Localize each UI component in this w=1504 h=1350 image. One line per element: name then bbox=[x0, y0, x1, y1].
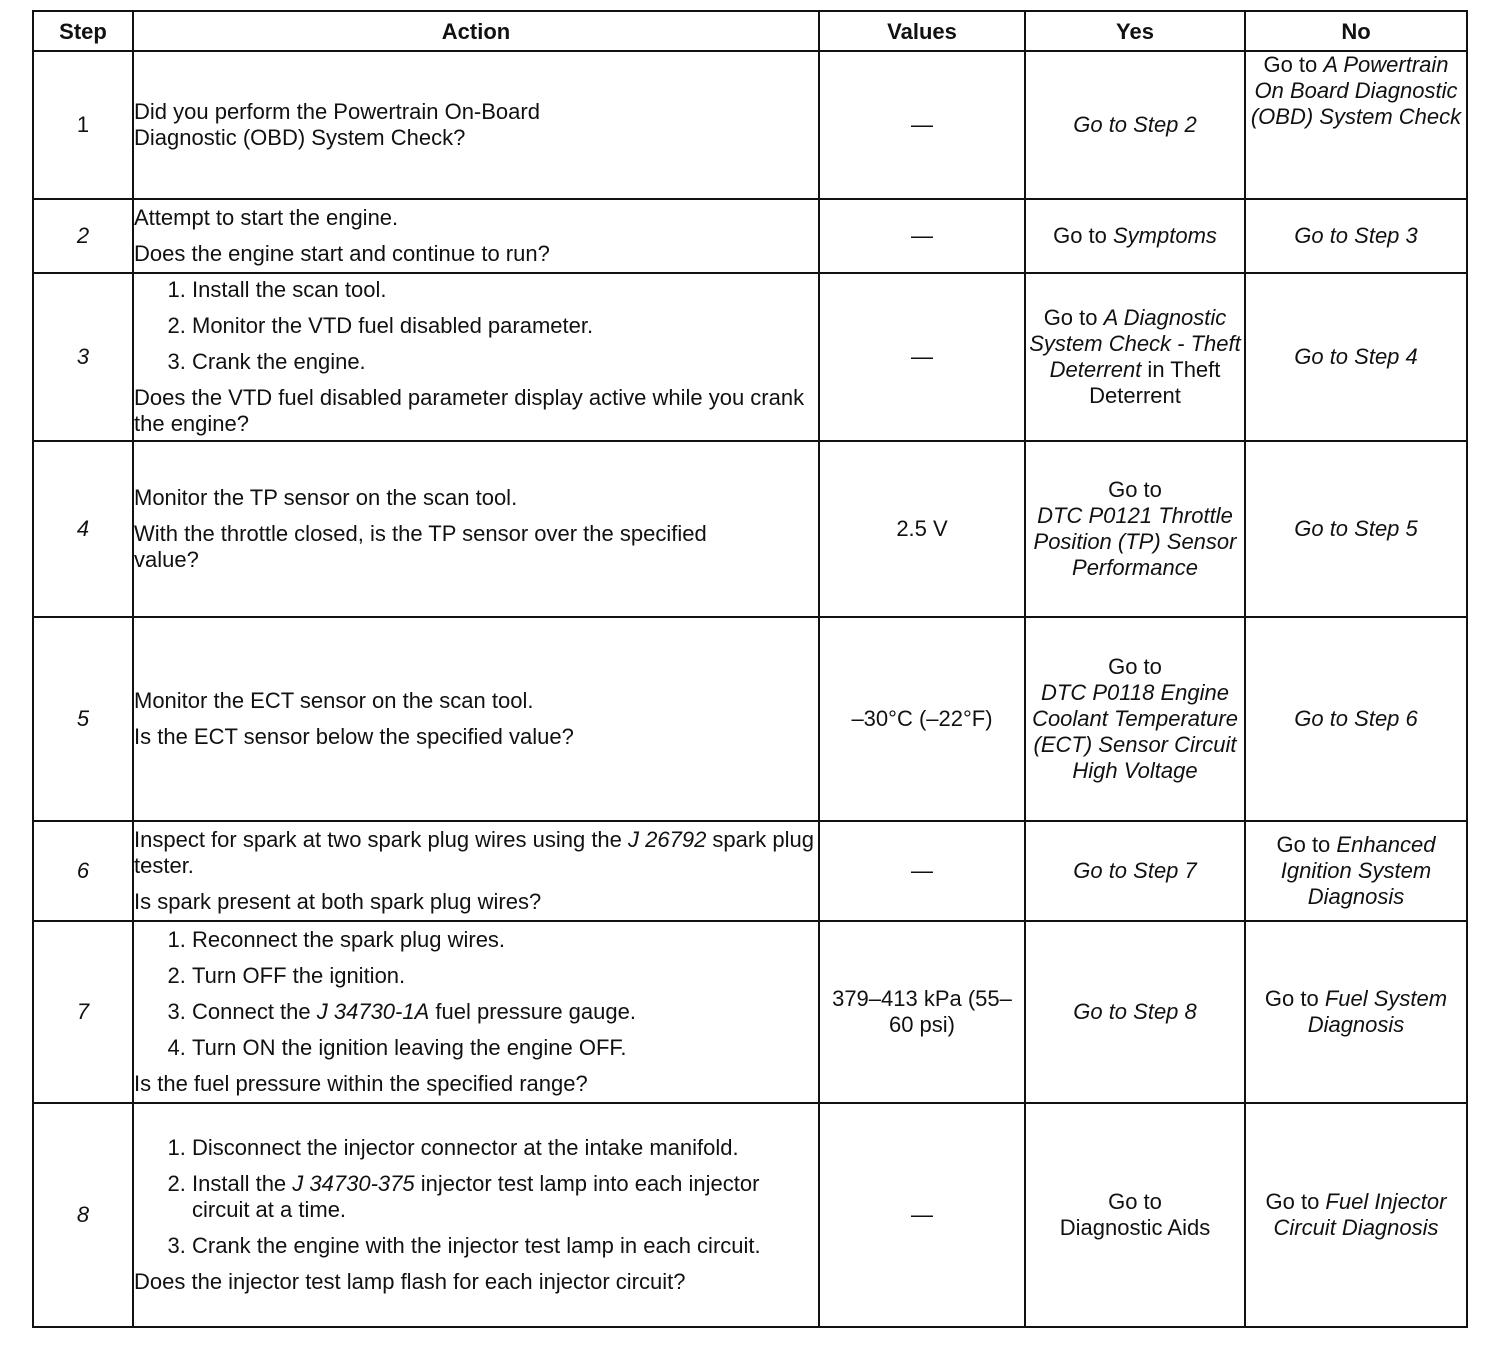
value-text: –30°C (–22°F) bbox=[851, 706, 993, 731]
action-steps bbox=[134, 1135, 818, 1259]
values-cell bbox=[819, 821, 1025, 921]
table-row bbox=[33, 273, 1467, 441]
yes-link[interactable]: Go to Step 7 bbox=[1073, 858, 1197, 883]
table-row bbox=[33, 441, 1467, 617]
action-text bbox=[134, 827, 818, 879]
value-dash: — bbox=[911, 858, 933, 883]
yes-link[interactable]: DTC P0118 Engine Coolant Temperature (ECT) Sensor Circuit High Voltage bbox=[1032, 680, 1238, 783]
tool-name: J 34730-375 bbox=[292, 1171, 415, 1196]
yes-cell bbox=[1025, 921, 1245, 1103]
list-item: 1. Disconnect the injector connector at the intake manifold. bbox=[192, 1135, 818, 1161]
no-cell bbox=[1245, 821, 1467, 921]
list-item: 1. Reconnect the spark plug wires. bbox=[192, 927, 818, 953]
yes-prefix: Go to bbox=[1053, 223, 1113, 248]
yes-link[interactable]: DTC P0121 Throttle Position (TP) Sensor Performance bbox=[1033, 503, 1237, 580]
list-item: 2. Turn OFF the ignition. bbox=[192, 963, 818, 989]
values-cell bbox=[819, 51, 1025, 199]
table-row bbox=[33, 51, 1467, 199]
no-link[interactable]: Fuel System Diagnosis bbox=[1307, 986, 1448, 1037]
no-link[interactable]: Fuel Injector Circuit Diagnosis bbox=[1273, 1189, 1447, 1240]
no-cell bbox=[1245, 441, 1467, 617]
action-cell bbox=[133, 441, 819, 617]
step-number: 4 bbox=[33, 441, 133, 617]
no-cell bbox=[1245, 617, 1467, 821]
list-item-text: fuel pressure gauge. bbox=[429, 999, 636, 1024]
no-link[interactable]: Enhanced Ignition System Diagnosis bbox=[1280, 832, 1436, 909]
yes-prefix: Go to bbox=[1043, 305, 1104, 330]
action-cell bbox=[133, 821, 819, 921]
list-item: 3. Crank the engine. bbox=[192, 349, 818, 375]
step-number: 2 bbox=[33, 199, 133, 273]
yes-cell bbox=[1025, 51, 1245, 199]
yes-prefix: Go to bbox=[1108, 654, 1162, 679]
header-row bbox=[33, 11, 1467, 51]
list-item-text: Connect the bbox=[192, 999, 317, 1024]
table-row bbox=[33, 199, 1467, 273]
yes-cell bbox=[1025, 199, 1245, 273]
action-text: Monitor the TP sensor on the scan tool. bbox=[134, 485, 518, 510]
table-row bbox=[33, 617, 1467, 821]
value-dash: — bbox=[911, 344, 933, 369]
values-cell bbox=[819, 441, 1025, 617]
action-cell bbox=[133, 199, 819, 273]
yes-prefix: Go to bbox=[1108, 477, 1162, 502]
yes-prefix: Go to bbox=[1108, 1189, 1162, 1214]
list-item: 3. Crank the engine with the injector test lamp in each circuit. bbox=[192, 1233, 818, 1259]
values-cell bbox=[819, 921, 1025, 1103]
action-text-part: spark plug tester. bbox=[134, 827, 814, 878]
yes-link[interactable]: Go to Step 8 bbox=[1073, 999, 1197, 1024]
yes-cell bbox=[1025, 617, 1245, 821]
action-question: Is the ECT sensor below the specified value? bbox=[134, 724, 574, 749]
values-cell bbox=[819, 617, 1025, 821]
tool-name: J 26792 bbox=[628, 827, 707, 852]
action-cell bbox=[133, 921, 819, 1103]
no-prefix: Go to bbox=[1276, 832, 1337, 857]
yes-cell bbox=[1025, 441, 1245, 617]
table-row bbox=[33, 821, 1467, 921]
action-question: Does the engine start and continue to run? bbox=[134, 241, 550, 266]
action-text: Attempt to start the engine. bbox=[134, 205, 399, 230]
step-number: 3 bbox=[33, 273, 133, 441]
header-no: No bbox=[1245, 11, 1467, 51]
no-link[interactable]: A Powertrain On Board Diagnostic (OBD) System Check bbox=[1250, 52, 1462, 129]
action-question: Is spark present at both spark plug wires? bbox=[134, 889, 542, 914]
list-item-text: injector test lamp into each injector circuit at a time. bbox=[192, 1171, 760, 1222]
action-steps bbox=[134, 277, 818, 375]
values-cell bbox=[819, 1103, 1025, 1327]
no-prefix: Go to bbox=[1265, 1189, 1326, 1214]
header-values: Values bbox=[819, 11, 1025, 51]
value-dash: — bbox=[911, 112, 933, 137]
yes-link[interactable]: Go to Step 2 bbox=[1073, 112, 1197, 137]
list-item: 2. Monitor the VTD fuel disabled parameter. bbox=[192, 313, 818, 339]
action-cell bbox=[133, 51, 819, 199]
action-cell bbox=[133, 1103, 819, 1327]
action-cell bbox=[133, 273, 819, 441]
list-item-text: Install the bbox=[192, 1171, 293, 1196]
value-text: 379–413 kPa (55–60 psi) bbox=[832, 986, 1012, 1037]
header-action: Action bbox=[133, 11, 819, 51]
action-question: Does the VTD fuel disabled parameter display active while you crank the engine? bbox=[134, 385, 805, 436]
no-link[interactable]: Go to Step 4 bbox=[1294, 344, 1418, 369]
action-cell bbox=[133, 617, 819, 821]
value-dash: — bbox=[911, 223, 933, 248]
yes-cell bbox=[1025, 821, 1245, 921]
value-dash: — bbox=[911, 1202, 933, 1227]
action-question: Did you perform the Powertrain On-Board Diagnostic (OBD) System Check? bbox=[134, 99, 540, 150]
no-link[interactable]: Go to Step 6 bbox=[1294, 706, 1418, 731]
yes-suffix: in Theft Deterrent bbox=[1089, 357, 1221, 408]
action-question: With the throttle closed, is the TP sensor over the specified value? bbox=[134, 521, 707, 572]
yes-link[interactable]: Symptoms bbox=[1113, 223, 1217, 248]
yes-link[interactable]: Diagnostic Aids bbox=[1059, 1215, 1211, 1240]
no-cell bbox=[1245, 199, 1467, 273]
header-yes: Yes bbox=[1025, 11, 1245, 51]
no-prefix: Go to bbox=[1263, 52, 1324, 77]
value-text: 2.5 V bbox=[896, 516, 948, 541]
no-cell bbox=[1245, 921, 1467, 1103]
action-steps bbox=[134, 927, 818, 1061]
action-question: Does the injector test lamp flash for each injector circuit? bbox=[134, 1269, 686, 1294]
table-row bbox=[33, 921, 1467, 1103]
step-number: 7 bbox=[33, 921, 133, 1103]
values-cell bbox=[819, 199, 1025, 273]
action-text: Monitor the ECT sensor on the scan tool. bbox=[134, 688, 534, 713]
list-item: 1. Install the scan tool. bbox=[192, 277, 818, 303]
action-question: Is the fuel pressure within the specified range? bbox=[134, 1071, 588, 1096]
no-cell bbox=[1245, 1103, 1467, 1327]
list-item: 4. Turn ON the ignition leaving the engine OFF. bbox=[192, 1035, 818, 1061]
no-cell bbox=[1245, 51, 1467, 199]
no-link[interactable]: Go to Step 3 bbox=[1294, 223, 1418, 248]
list-item bbox=[192, 1171, 818, 1223]
action-text-part: Inspect for spark at two spark plug wires using the bbox=[134, 827, 629, 852]
yes-cell bbox=[1025, 1103, 1245, 1327]
tool-name: J 34730-1A bbox=[316, 999, 430, 1024]
table-row bbox=[33, 1103, 1467, 1327]
yes-link[interactable]: A Diagnostic System Check - Theft Deterrent bbox=[1029, 305, 1241, 382]
diagnostic-table bbox=[32, 10, 1468, 1328]
list-item bbox=[192, 999, 818, 1025]
step-number: 8 bbox=[33, 1103, 133, 1327]
header-step: Step bbox=[33, 11, 133, 51]
step-number: 5 bbox=[33, 617, 133, 821]
step-number: 6 bbox=[33, 821, 133, 921]
step-number: 1 bbox=[33, 51, 133, 199]
values-cell bbox=[819, 273, 1025, 441]
no-link[interactable]: Go to Step 5 bbox=[1294, 516, 1418, 541]
no-prefix: Go to bbox=[1264, 986, 1325, 1011]
no-cell bbox=[1245, 273, 1467, 441]
yes-cell bbox=[1025, 273, 1245, 441]
